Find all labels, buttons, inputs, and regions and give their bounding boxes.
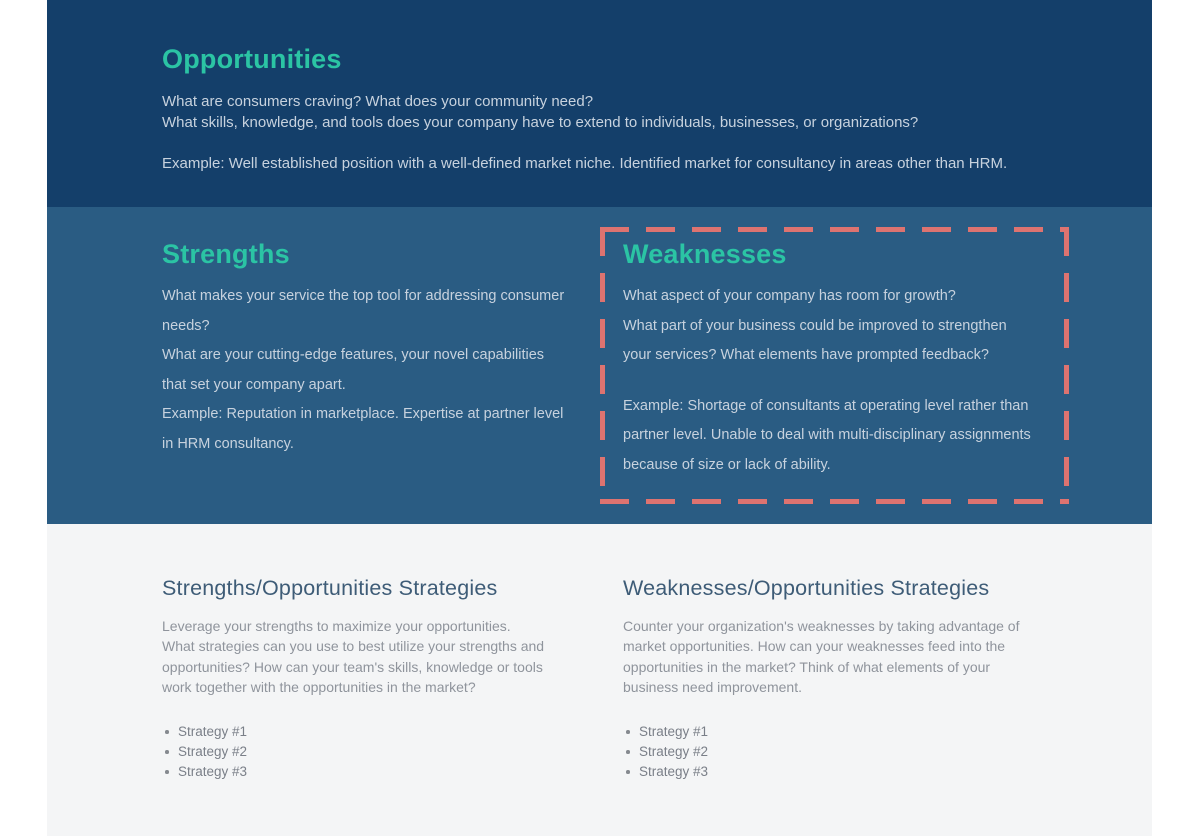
opportunities-question-2: What skills, knowledge, and tools does your company have to extend to individuals, businesses, or organizations? <box>162 114 919 132</box>
opportunities-section <box>47 0 1152 207</box>
wo-strategies-body: Counter your organization's weaknesses by taking advantage of market opportunities. How can your weaknesses feed into the opportunities in the market? Think of what elements of your business need improvement. <box>623 617 1020 696</box>
mid-band-columns <box>47 207 1152 480</box>
opportunities-question-1: What are consumers craving? What does your community need? <box>162 93 594 111</box>
strategies-section <box>47 524 1152 836</box>
strategies-columns <box>47 524 1152 782</box>
so-strategies-section <box>162 524 623 782</box>
so-strategies-title: Strengths/Opportunities Strategies <box>162 576 498 600</box>
list-item: Strategy #2 <box>623 742 1083 762</box>
opportunities-example: Example: Well established position with a well-defined market niche. Identified market for consultancy in areas other than HRM. <box>162 155 1008 173</box>
weaknesses-question-1: What aspect of your company has room for growth? <box>623 288 956 305</box>
list-item: Strategy #3 <box>623 762 1083 782</box>
strengths-weaknesses-section <box>47 207 1152 524</box>
so-strategy-list <box>162 722 623 782</box>
list-item: Strategy #1 <box>623 722 1083 742</box>
list-item: Strategy #2 <box>162 742 623 762</box>
wo-strategies-section <box>623 524 1083 782</box>
wo-strategy-list <box>623 722 1083 782</box>
content-column <box>47 0 1152 836</box>
dashed-border-bottom <box>600 499 1069 504</box>
strengths-question-2: What are your cutting-edge features, your novel capabilities that set your company apart. <box>162 347 545 393</box>
strengths-title: Strengths <box>162 239 290 269</box>
list-item: Strategy #3 <box>162 762 623 782</box>
strengths-question-1: What makes your service the top tool for addressing consumer needs? <box>162 288 565 334</box>
opportunities-title: Opportunities <box>162 44 342 74</box>
strengths-section <box>162 207 623 480</box>
wo-strategies-title: Weaknesses/Opportunities Strategies <box>623 576 990 600</box>
weaknesses-title: Weaknesses <box>623 239 787 269</box>
weaknesses-question-2: What part of your business could be improved to strengthen your services? What elements have prompted feedback? <box>623 317 1007 364</box>
list-item: Strategy #1 <box>162 722 623 742</box>
so-strategies-body: What strategies can you use to best utilize your strengths and opportunities? How can your team's skills, knowledge or tools work together with the opportunities in the market? <box>162 638 545 696</box>
weaknesses-section <box>623 207 1083 480</box>
so-strategies-intro: Leverage your strengths to maximize your opportunities. <box>162 617 511 634</box>
weaknesses-example: Example: Shortage of consultants at operating level rather than partner level. Unable to deal with multi-disciplinary assignments because of size or lack of ability. <box>623 397 1031 473</box>
strengths-example: Example: Reputation in marketplace. Expertise at partner level in HRM consultancy. <box>162 406 564 452</box>
